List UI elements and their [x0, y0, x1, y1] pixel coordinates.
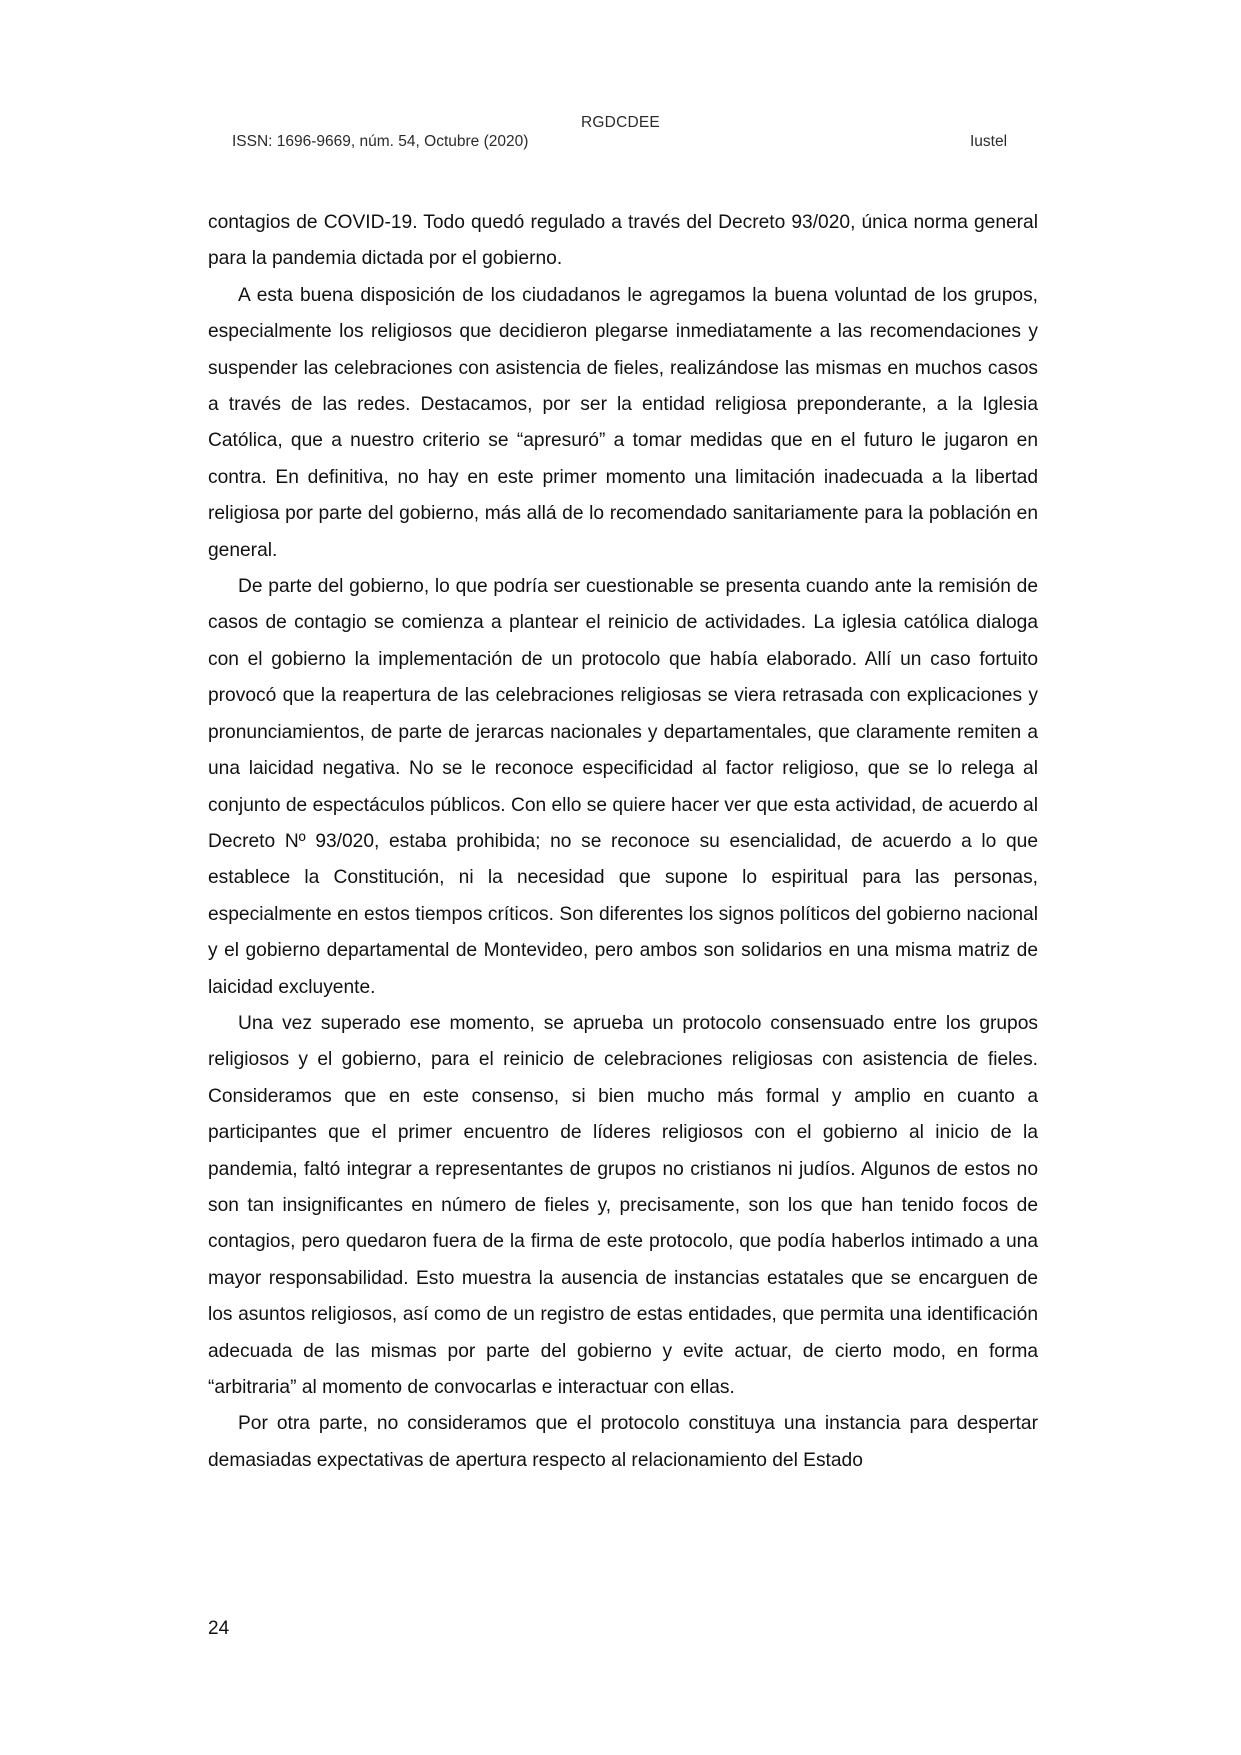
- paragraph-3: De parte del gobierno, lo que podría ser cuestionable se presenta cuando ante la remisión de casos de contagio se comienza a plantear el reinicio de actividades. La iglesia católica dialoga con el gobierno la implementación de un protocolo que había elaborado. Allí un caso fortuito provocó que la reapertura de las celebraciones religiosas se viera retrasada con explicaciones y pronunciamientos, de parte de jerarcas nacionales y departamentales, que claramente remiten a una laicidad negativa. No se le reconoce especificidad al factor religioso, que se lo relega al conjunto de espectáculos públicos. Con ello se quiere hacer ver que esta actividad, de acuerdo al Decreto Nº 93/020, estaba prohibida; no se reconoce su esencialidad, de acuerdo a lo que establece la Constitución, ni la necesidad que supone lo espiritual para las personas, especialmente en estos tiempos críticos. Son diferentes los signos políticos del gobierno nacional y el gobierno departamental de Montevideo, pero ambos son solidarios en una misma matriz de laicidad excluyente.: [208, 576, 1038, 998]
- paragraph-5: Por otra parte, no consideramos que el protocolo constituya una instancia para despertar demasiadas expectativas de apertura respecto al relacionamiento del Estado: [208, 1413, 1038, 1471]
- body-text: [208, 205, 1038, 1479]
- paragraph-2: A esta buena disposición de los ciudadanos le agregamos la buena voluntad de los grupos, especialmente los religiosos que decidieron plegarse inmediatamente a las recomendaciones y suspender las celebraciones con asistencia de fieles, realizándose las mismas en muchos casos a través de las redes. Destacamos, por ser la entidad religiosa preponderante, a la Iglesia Católica, que a nuestro criterio se “apresuró” a tomar medidas que en el futuro le jugaron en contra. En definitiva, no hay en este primer momento una limitación inadecuada a la libertad religiosa por parte del gobierno, más allá de lo recomendado sanitariamente para la población en general.: [208, 284, 1038, 561]
- issn-line: ISSN: 1696-9669, núm. 54, Octubre (2020): [232, 133, 529, 150]
- paragraph-4: Una vez superado ese momento, se aprueba un protocolo consensuado entre los grupos religiosos y el gobierno, para el reinicio de celebraciones religiosas con asistencia de fieles. Consideramos que en este consenso, si bien mucho más formal y amplio en cuanto a participantes que el primer encuentro de líderes religiosos con el gobierno al inicio de la pandemia, faltó integrar a representantes de grupos no cristianos ni judíos. Algunos de estos no son tan insignificantes en número de fieles y, precisamente, son los que han tenido focos de contagios, pero quedaron fuera de la firma de este protocolo, que podía haberlos intimado a una mayor responsabilidad. Esto muestra la ausencia de instancias estatales que se encarguen de los asuntos religiosos, así como de un registro de estas entidades, que permita una identificación adecuada de las mismas por parte del gobierno y evite actuar, de cierto modo, en forma “arbitraria” al momento de convocarlas e interactuar con ellas.: [208, 1012, 1038, 1398]
- page-number: 24: [208, 1618, 230, 1639]
- paragraph-1: contagios de COVID-19. Todo quedó regulado a través del Decreto 93/020, única norma general para la pandemia dictada por el gobierno.: [208, 212, 1038, 270]
- journal-acronym: RGDCDEE: [581, 114, 660, 131]
- publisher-name: Iustel: [970, 133, 1008, 150]
